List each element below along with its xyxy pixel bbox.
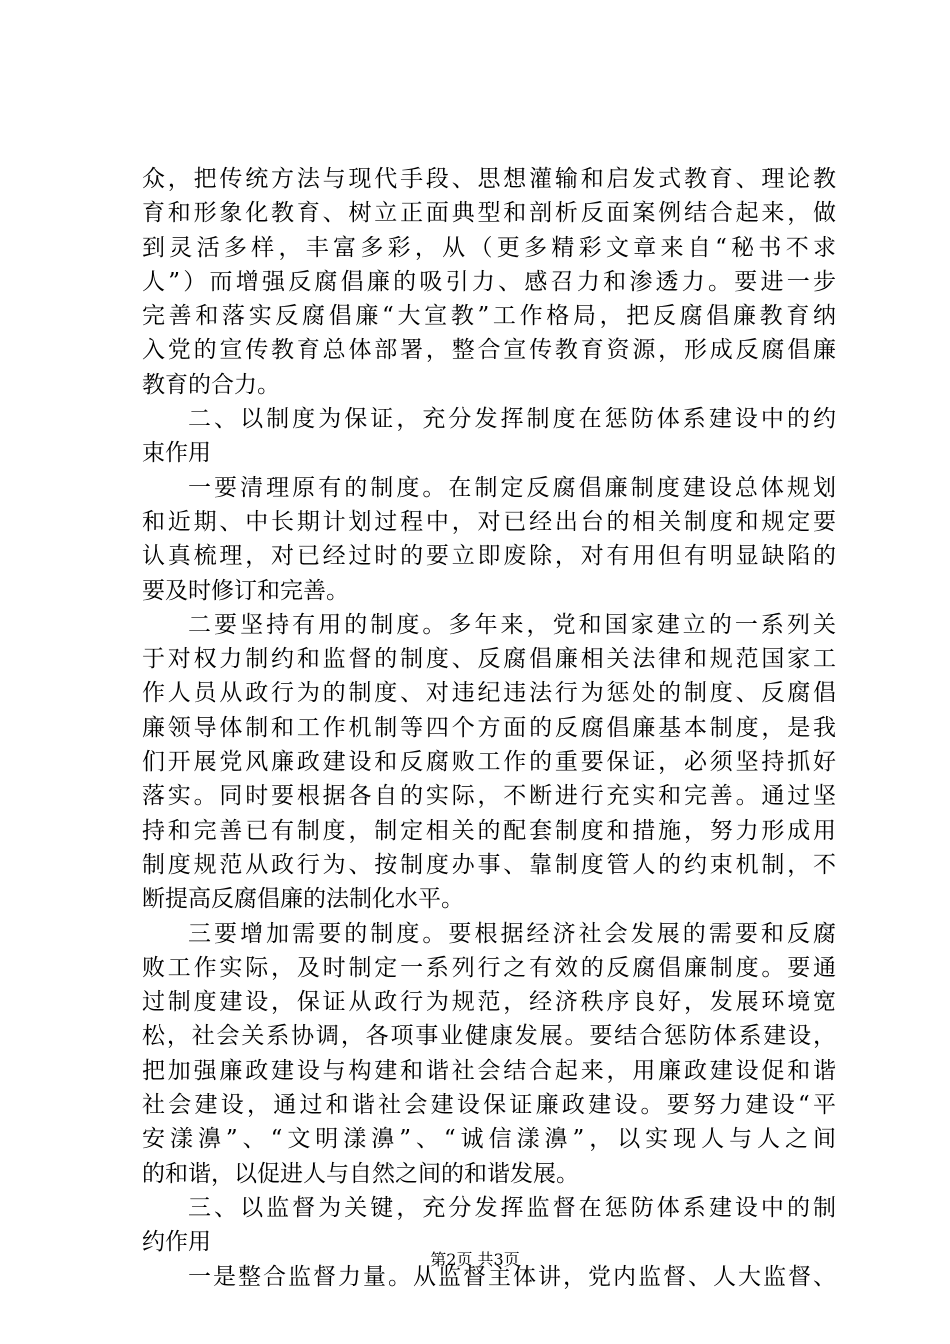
text-line: 育和形象化教育、树立正面典型和剖析反面案例结合起来，做 [142,200,836,227]
text-line: 二、以制度为保证，充分发挥制度在惩防体系建设中的约 [188,406,836,433]
text-line: 教育的合力。 [142,371,280,398]
text-line: 众，把传统方法与现代手段、思想灌输和启发式教育、理论教 [142,166,836,192]
text-line: 的和谐，以促进人与自然之间的和谐发展。 [142,1160,579,1187]
text-line: 制度规范从政行为、按制度办事、靠制度管人的约束机制，不 [142,851,836,878]
text-line: 约作用 [142,1229,211,1256]
text-line: 安漾濞”、“文明漾濞”、“诚信漾濞”，以实现人与人之间 [142,1126,836,1153]
text-line: 断提高反腐倡廉的法制化水平。 [142,886,464,913]
text-line: 要及时修订和完善。 [142,577,349,604]
text-line: 和近期、中长期计划过程中，对已经出台的相关制度和规定要 [142,508,836,535]
text-line: 作人员从政行为的制度、对违纪违法行为惩处的制度、反腐倡 [142,680,836,707]
text-line: 社会建设，通过和谐社会建设保证廉政建设。要努力建设“平 [142,1092,836,1119]
text-line: 松，社会关系协调，各项事业健康发展。要结合惩防体系建设， [142,1023,836,1050]
text-line: 持和完善已有制度，制定相关的配套制度和措施，努力形成用 [142,817,836,844]
text-line: 败工作实际，及时制定一系列行之有效的反腐倡廉制度。要通 [142,954,836,981]
text-line: 完善和落实反腐倡廉“大宣教”工作格局，把反腐倡廉教育纳 [142,303,836,330]
text-line: 一要清理原有的制度。在制定反腐倡廉制度建设总体规划 [188,474,836,501]
text-line: 二要坚持有用的制度。多年来，党和国家建立的一系列关 [188,611,836,638]
text-line: 一是整合监督力量。从监督主体讲，党内监督、人大监督、 [188,1263,836,1290]
text-line: 落实。同时要根据各自的实际，不断进行充实和完善。通过坚 [142,783,836,810]
text-line: 入党的宣传教育总体部署，整合宣传教育资源，形成反腐倡廉 [142,337,836,364]
text-line: 把加强廉政建设与构建和谐社会结合起来，用廉政建设促和谐 [142,1057,836,1084]
document-body [142,162,836,1294]
text-line: 于对权力制约和监督的制度、反腐倡廉相关法律和规范国家工 [142,646,836,673]
text-line: 束作用 [142,440,211,467]
text-line: 过制度建设，保证从政行为规范，经济秩序良好，发展环境宽 [142,989,836,1016]
text-line: 人”）而增强反腐倡廉的吸引力、感召力和渗透力。要进一步 [142,268,836,295]
text-line: 到灵活多样，丰富多彩，从（更多精彩文章来自“秘书不求 [142,234,836,261]
text-line: 三、以监督为关键，充分发挥监督在惩防体系建设中的制 [188,1194,836,1221]
text-line: 廉领导体制和工作机制等四个方面的反腐倡廉基本制度，是我 [142,714,836,741]
text-line: 认真梳理，对已经过时的要立即废除，对有用但有明显缺陷的 [142,543,836,570]
text-line: 们开展党风廉政建设和反腐败工作的重要保证，必须坚持抓好 [142,749,836,776]
text-line: 三要增加需要的制度。要根据经济社会发展的需要和反腐 [188,920,836,947]
page-footer: 第2页 共3页 [430,1250,520,1269]
